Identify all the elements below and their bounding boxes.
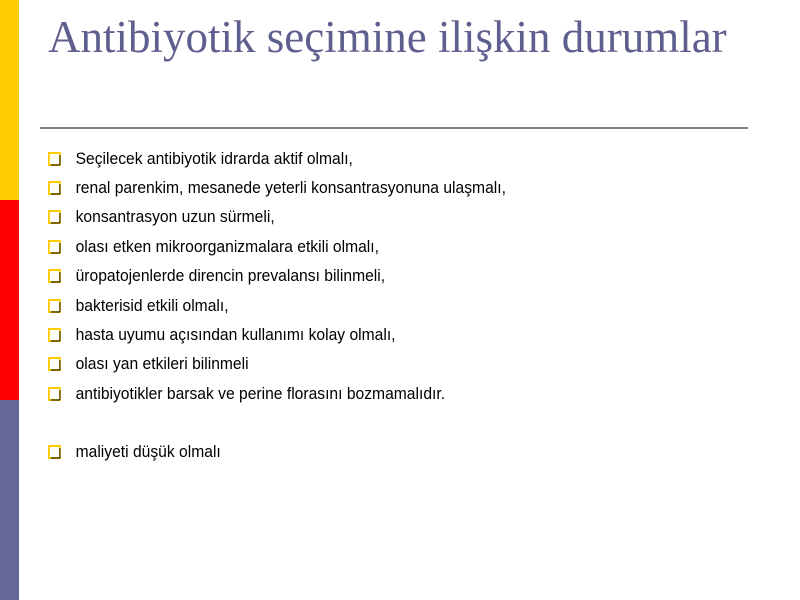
bullet-text: renal parenkim, mesanede yeterli konsantrasyonuna ulaşmalı, xyxy=(75,178,506,198)
list-item xyxy=(48,262,710,291)
square-bullet-icon xyxy=(48,299,61,313)
square-bullet-icon xyxy=(48,152,61,166)
bullet-text: olası yan etkileri bilinmeli xyxy=(75,354,249,374)
list-item xyxy=(48,232,710,261)
list-item xyxy=(48,144,710,173)
list-item xyxy=(48,379,710,408)
square-bullet-icon xyxy=(48,387,61,401)
square-bullet-icon xyxy=(48,181,61,195)
bullet-text: Seçilecek antibiyotik idrarda aktif olmalı, xyxy=(75,148,353,168)
list-item xyxy=(48,203,710,232)
square-bullet-icon xyxy=(48,210,61,224)
bullet-text: maliyeti düşük olmalı xyxy=(75,442,221,462)
list-item xyxy=(48,438,710,467)
square-bullet-icon xyxy=(48,240,61,254)
bullet-list xyxy=(48,144,768,467)
bullet-text: konsantrasyon uzun sürmeli, xyxy=(75,207,275,227)
left-accent-stripe-yellow xyxy=(0,0,19,200)
list-item xyxy=(48,320,710,349)
bullet-text: hasta uyumu açısından kullanımı kolay olmalı, xyxy=(75,325,396,345)
bullet-text: antibiyotikler barsak ve perine florasını bozmamalıdır. xyxy=(75,383,446,403)
left-accent-stripe-red xyxy=(0,200,19,400)
list-item xyxy=(48,350,710,379)
bullet-text: olası etken mikroorganizmalara etkili olmalı, xyxy=(75,236,379,256)
list-item xyxy=(48,291,710,320)
square-bullet-icon xyxy=(48,445,61,459)
left-accent-stripe-purple xyxy=(0,400,19,600)
bullet-text: bakterisid etkili olmalı, xyxy=(75,295,229,315)
square-bullet-icon xyxy=(48,357,61,371)
square-bullet-icon xyxy=(48,269,61,283)
list-item xyxy=(48,173,710,202)
bullet-text: üropatojenlerde direncin prevalansı bilinmeli, xyxy=(75,266,386,286)
square-bullet-icon xyxy=(48,328,61,342)
title-divider xyxy=(40,127,748,129)
slide-title: Antibiyotik seçimine ilişkin durumlar xyxy=(48,12,727,62)
